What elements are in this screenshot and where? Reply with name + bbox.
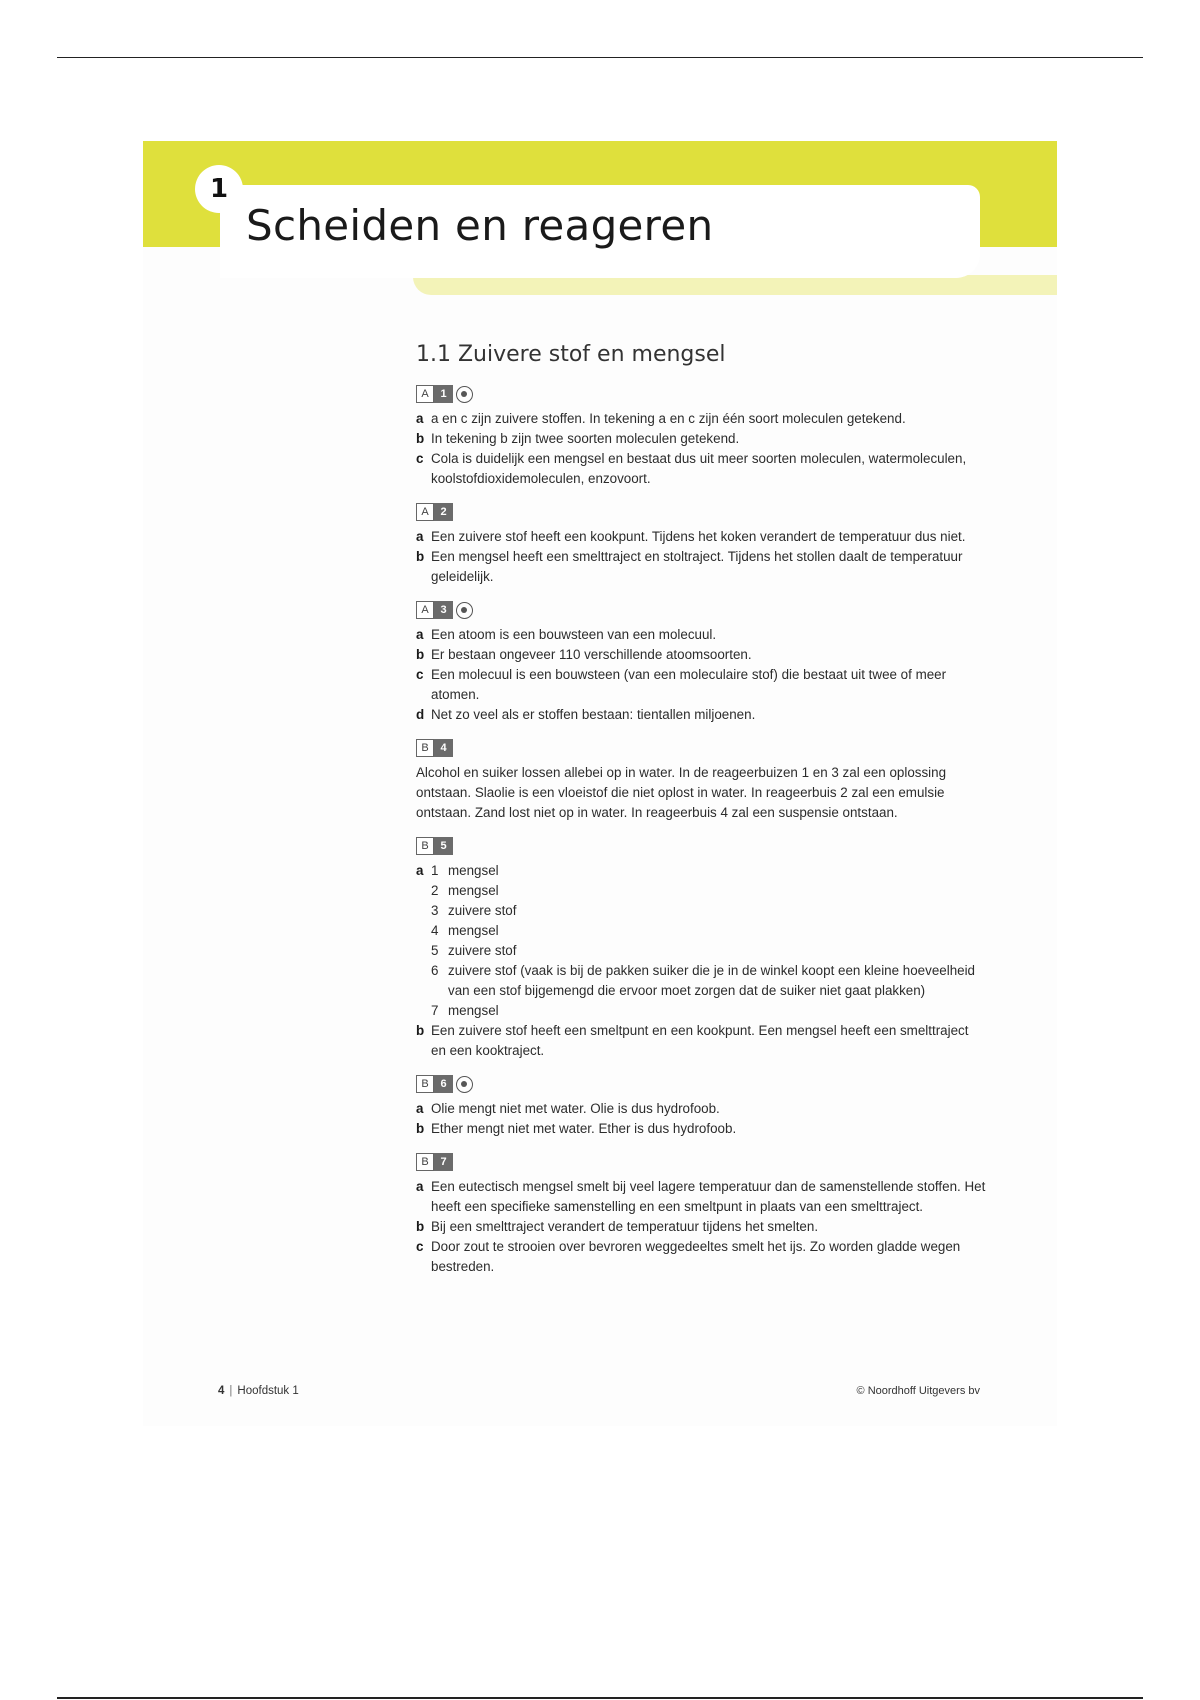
chapter-header-accent — [413, 275, 1057, 295]
chapter-title: Scheiden en reageren — [246, 201, 714, 250]
exercise-5 — [416, 836, 986, 1061]
footer-chapter-label: Hoofdstuk 1 — [237, 1385, 299, 1397]
difficulty-level-badge: A — [416, 601, 434, 619]
answer-letter: a — [416, 529, 424, 544]
answer-subitem — [431, 861, 986, 881]
exercise-4 — [416, 738, 986, 823]
exercise-6 — [416, 1074, 986, 1139]
exercise-3 — [416, 600, 986, 725]
answer-item — [416, 1177, 986, 1217]
answer-subitem — [431, 1001, 986, 1021]
answer-item — [416, 429, 986, 449]
subitem-number: 4 — [431, 923, 439, 938]
subitem-text: mengsel — [448, 883, 499, 898]
exercise-badge — [416, 1152, 986, 1172]
answer-item — [416, 409, 986, 429]
answer-letter: a — [416, 1101, 424, 1116]
answer-subitem — [431, 901, 986, 921]
answer-subitem — [431, 961, 986, 1001]
exercise-badge — [416, 1074, 986, 1094]
answer-item — [416, 625, 986, 645]
subitem-number: 7 — [431, 1003, 439, 1018]
exercise-number-badge: 1 — [434, 385, 453, 403]
subitem-text: zuivere stof (vaak is bij de pakken suiker die je in de winkel koopt een kleine hoeveelheid van een stof bijgemengd die ervoor moet zorgen dat de suiker niet gaat plakken) — [448, 963, 976, 998]
answer-letter: b — [416, 1219, 425, 1234]
answer-text: Een zuivere stof heeft een kookpunt. Tijdens het koken verandert de temperatuur dus niet. — [431, 529, 966, 544]
difficulty-level-badge: B — [416, 1075, 434, 1093]
answer-text: Een mengsel heeft een smelttraject en stoltraject. Tijdens het stollen daalt de temperatuur geleidelijk. — [431, 549, 963, 584]
bottom-rule — [57, 1697, 1143, 1699]
subitem-text: mengsel — [448, 1003, 499, 1018]
footer-copyright: © Noordhoff Uitgevers bv — [856, 1385, 980, 1397]
subitem-number: 2 — [431, 883, 439, 898]
answer-letter: b — [416, 1121, 425, 1136]
subitem-text: mengsel — [448, 863, 499, 878]
answer-subitem — [431, 881, 986, 901]
answer-item — [416, 1099, 986, 1119]
subitem-number: 3 — [431, 903, 439, 918]
exercise-number-badge: 4 — [434, 739, 453, 757]
target-icon — [456, 1076, 473, 1093]
answer-item — [416, 705, 986, 725]
exercise-badge — [416, 836, 986, 856]
answer-item — [416, 665, 986, 705]
answer-letter: c — [416, 451, 424, 466]
exercise-number-badge: 6 — [434, 1075, 453, 1093]
answer-subitem — [431, 941, 986, 961]
answer-text: Een eutectisch mengsel smelt bij veel lagere temperatuur dan de samenstellende stoffen. Het heeft een specifieke samenstelling en een smeltpunt in plaats van een smelttraject. — [431, 1179, 986, 1214]
exercise-number-badge: 7 — [434, 1153, 453, 1171]
answer-letter: a — [416, 1179, 424, 1194]
answer-letter: a — [416, 627, 424, 642]
exercise-badge — [416, 502, 986, 522]
answer-item — [416, 1021, 986, 1061]
answer-text: Cola is duidelijk een mengsel en bestaat dus uit meer soorten moleculen, watermoleculen, koolstofdioxidemoleculen, enzovoort. — [431, 451, 967, 486]
target-icon — [456, 386, 473, 403]
exercise-badge — [416, 384, 986, 404]
answer-letter: b — [416, 549, 425, 564]
exercise-badge — [416, 738, 986, 758]
top-rule — [57, 57, 1143, 58]
answer-text: Een atoom is een bouwsteen van een molecuul. — [431, 627, 717, 642]
exercise-number-badge: 3 — [434, 601, 453, 619]
target-icon — [456, 602, 473, 619]
answer-subitem — [431, 921, 986, 941]
answer-text: Bij een smelttraject verandert de temperatuur tijdens het smelten. — [431, 1219, 819, 1234]
subitem-text: mengsel — [448, 923, 499, 938]
answer-letter: c — [416, 1239, 424, 1254]
answer-paragraph: Alcohol en suiker lossen allebei op in water. In de reageerbuizen 1 en 3 zal een oplossing ontstaan. Slaolie is een vloeistof die niet oplost in water. In reageerbuis 2 zal een emulsie ontstaan. Zand lost niet op in water. In reageerbuis 4 zal een suspensie ontstaan. — [416, 765, 947, 820]
subitem-text: zuivere stof — [448, 903, 517, 918]
difficulty-level-badge: B — [416, 1153, 434, 1171]
answer-item — [416, 527, 986, 547]
exercise-2 — [416, 502, 986, 587]
answer-text: Een zuivere stof heeft een smeltpunt en een kookpunt. Een mengsel heeft een smelttraject en een kooktraject. — [431, 1023, 969, 1058]
exercise-badge — [416, 600, 986, 620]
subitem-number: 1 — [431, 863, 439, 878]
page-footer-left — [218, 1385, 299, 1397]
answer-item — [416, 645, 986, 665]
exercise-7 — [416, 1152, 986, 1277]
answer-item — [416, 547, 986, 587]
answers-content — [416, 340, 986, 1290]
answer-item — [416, 1237, 986, 1277]
answer-letter: b — [416, 431, 425, 446]
subitem-number: 6 — [431, 963, 439, 978]
subitem-text: zuivere stof — [448, 943, 517, 958]
difficulty-level-badge: A — [416, 503, 434, 521]
exercise-1 — [416, 384, 986, 489]
exercise-list — [416, 384, 986, 1277]
answer-text: Er bestaan ongeveer 110 verschillende atoomsoorten. — [431, 647, 752, 662]
exercise-number-badge: 5 — [434, 837, 453, 855]
answer-letter: c — [416, 667, 424, 682]
answer-item — [416, 449, 986, 489]
answer-item — [416, 1217, 986, 1237]
answer-text: Door zout te strooien over bevroren weggedeeltes smelt het ijs. Zo worden gladde wegen bestreden. — [431, 1239, 961, 1274]
answer-text: Een molecuul is een bouwsteen (van een moleculaire stof) die bestaat uit twee of meer atomen. — [431, 667, 947, 702]
answer-item — [416, 1119, 986, 1139]
answer-item — [416, 861, 986, 1021]
answer-text: Olie mengt niet met water. Olie is dus hydrofoob. — [431, 1101, 720, 1116]
answer-letter: a — [416, 411, 424, 426]
section-title: 1.1 Zuivere stof en mengsel — [416, 342, 726, 367]
answer-letter: d — [416, 707, 425, 722]
answer-letter: a — [416, 863, 424, 878]
exercise-number-badge: 2 — [434, 503, 453, 521]
difficulty-level-badge: A — [416, 385, 434, 403]
answer-text: Net zo veel als er stoffen bestaan: tientallen miljoenen. — [431, 707, 756, 722]
answer-text: In tekening b zijn twee soorten moleculen getekend. — [431, 431, 740, 446]
chapter-number: 1 — [195, 165, 243, 213]
answer-text: a en c zijn zuivere stoffen. In tekening a en c zijn één soort moleculen getekend. — [431, 411, 906, 426]
difficulty-level-badge: B — [416, 837, 434, 855]
answer-text — [431, 861, 986, 1021]
answer-letter: b — [416, 647, 425, 662]
footer-separator: | — [229, 1385, 233, 1397]
answer-letter: b — [416, 1023, 425, 1038]
subitem-number: 5 — [431, 943, 439, 958]
answer-text: Ether mengt niet met water. Ether is dus hydrofoob. — [431, 1121, 737, 1136]
page-number: 4 — [218, 1385, 225, 1397]
difficulty-level-badge: B — [416, 739, 434, 757]
